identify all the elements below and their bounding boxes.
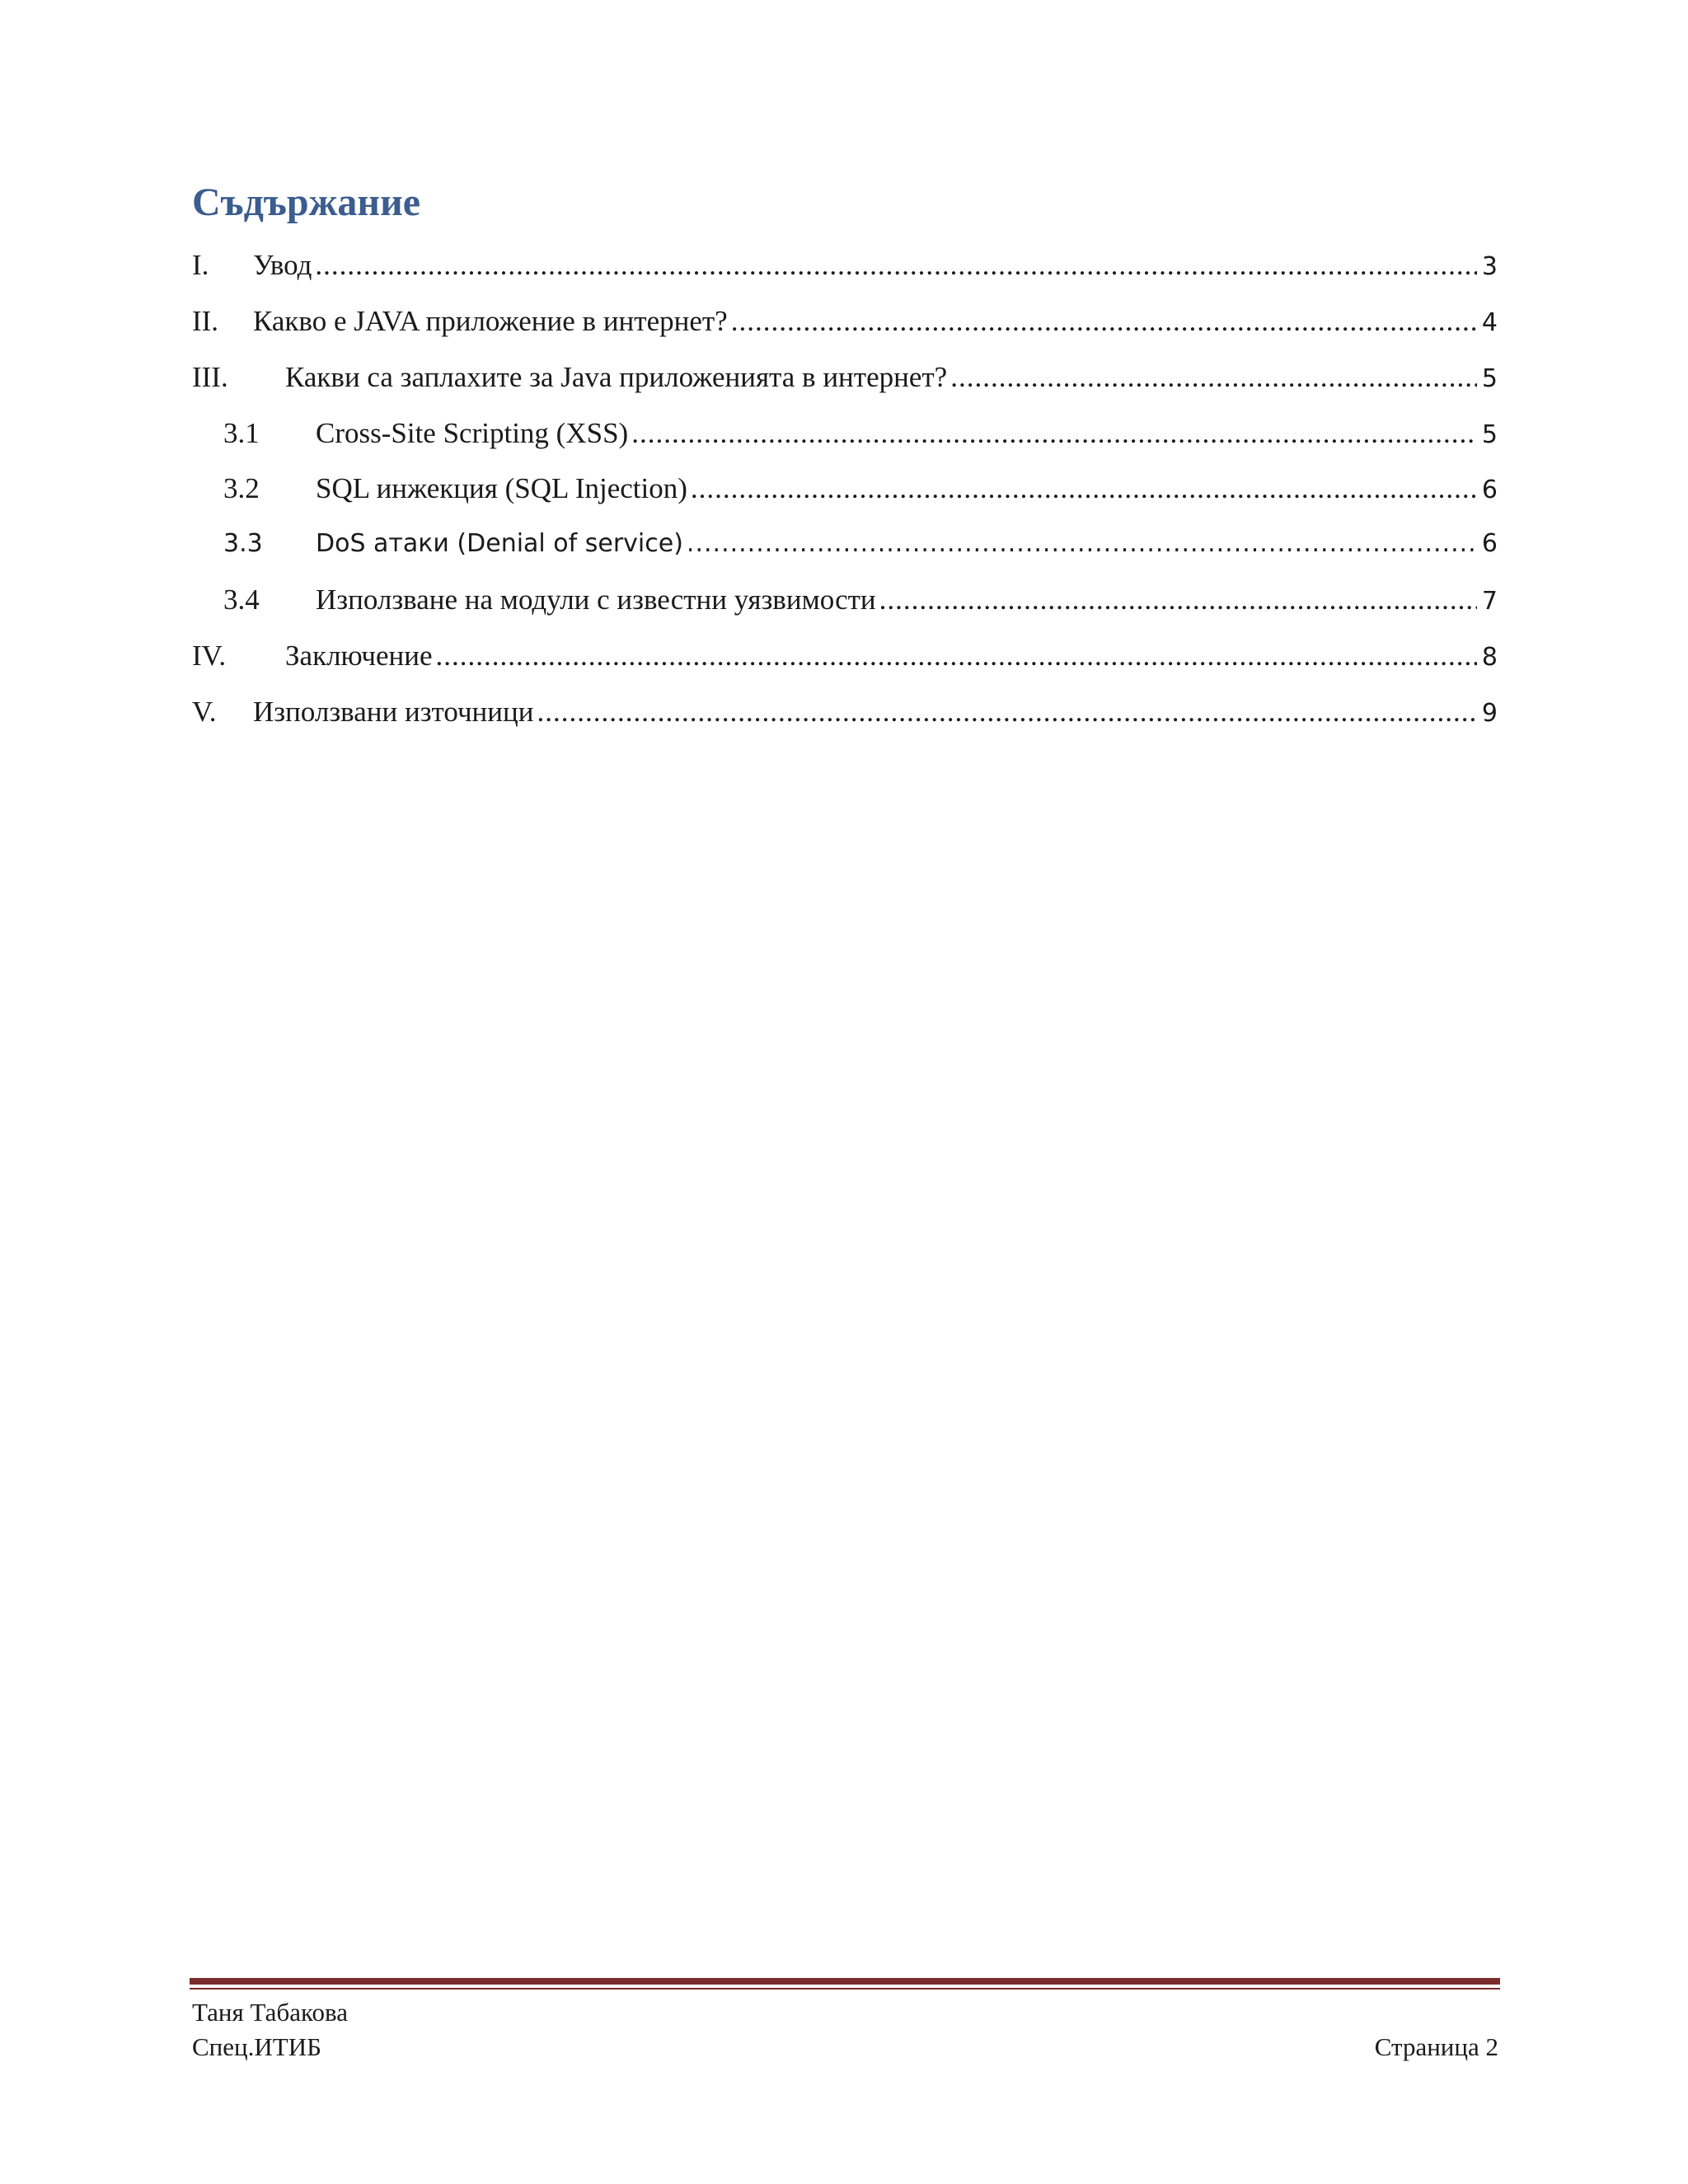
toc-entry-title: Използване на модули с известни уязвимости (316, 583, 876, 616)
toc-entry-page: 5 (1481, 364, 1498, 393)
toc-entry-page: 9 (1481, 699, 1498, 728)
toc-entry-title: Какво е JAVA приложение в интернет? (253, 305, 728, 337)
footer-divider-thick (190, 1978, 1500, 1985)
footer-divider-thin (190, 1988, 1500, 1990)
toc-entry-title: Използвани източници (253, 696, 534, 728)
footer-specialty: Спец.ИТИБ (192, 2032, 321, 2061)
toc-entry-page: 6 (1481, 529, 1498, 558)
toc-entry-what-is-java-app[interactable] (192, 302, 1498, 341)
toc-entry-number: II. (192, 305, 219, 337)
toc-entry-page: 3 (1481, 252, 1498, 281)
toc-entry-number: III. (192, 361, 228, 393)
toc-entry-dos[interactable] (223, 524, 1498, 564)
toc-leader-dots (731, 302, 1477, 341)
toc-entry-sources[interactable] (192, 692, 1498, 732)
footer-page-number: Страница 2 (1374, 2032, 1498, 2061)
footer-author: Таня Табакова (192, 1998, 348, 2027)
toc-leader-dots (436, 636, 1477, 676)
toc-leader-dots (315, 246, 1476, 285)
toc-entry-intro[interactable] (192, 246, 1498, 285)
toc-leader-dots (691, 469, 1477, 509)
toc-entry-number: 3.3 (223, 529, 263, 558)
toc-entry-page: 7 (1481, 587, 1498, 616)
toc-entry-number: 3.4 (223, 583, 260, 616)
toc-entry-sql-injection[interactable] (223, 469, 1498, 509)
toc-leader-dots (950, 358, 1477, 397)
toc-heading: Съдържание (192, 180, 421, 224)
toc-entry-page: 4 (1481, 308, 1498, 337)
toc-entry-page: 8 (1481, 643, 1498, 672)
toc-entry-title: Cross-Site Scripting (XSS) (316, 417, 629, 449)
toc-entry-number: I. (192, 249, 209, 281)
toc-entry-number: V. (192, 696, 217, 728)
toc-entry-number: 3.1 (223, 417, 260, 449)
toc-entry-page: 5 (1481, 420, 1498, 449)
toc-entry-number: IV. (192, 640, 227, 672)
toc-entry-title: DoS атаки (Denial of service) (316, 529, 683, 558)
toc-entry-page: 6 (1481, 476, 1498, 504)
toc-leader-dots (879, 580, 1477, 620)
toc-entry-title: SQL инжекция (SQL Injection) (316, 472, 687, 504)
toc-entry-threats[interactable] (192, 358, 1498, 397)
toc-entry-vulnerable-modules[interactable] (223, 580, 1498, 620)
toc-entry-title: Заключение (285, 640, 433, 672)
toc-leader-dots (537, 692, 1476, 732)
toc-entry-title: Увод (253, 249, 312, 281)
toc-leader-dots (631, 414, 1477, 453)
toc-leader-dots (687, 524, 1477, 564)
toc-entry-number: 3.2 (223, 472, 260, 504)
toc-entry-title: Какви са заплахите за Java приложенията в интернет? (285, 361, 948, 393)
toc-entry-conclusion[interactable] (192, 636, 1498, 676)
toc-entry-xss[interactable] (223, 414, 1498, 453)
